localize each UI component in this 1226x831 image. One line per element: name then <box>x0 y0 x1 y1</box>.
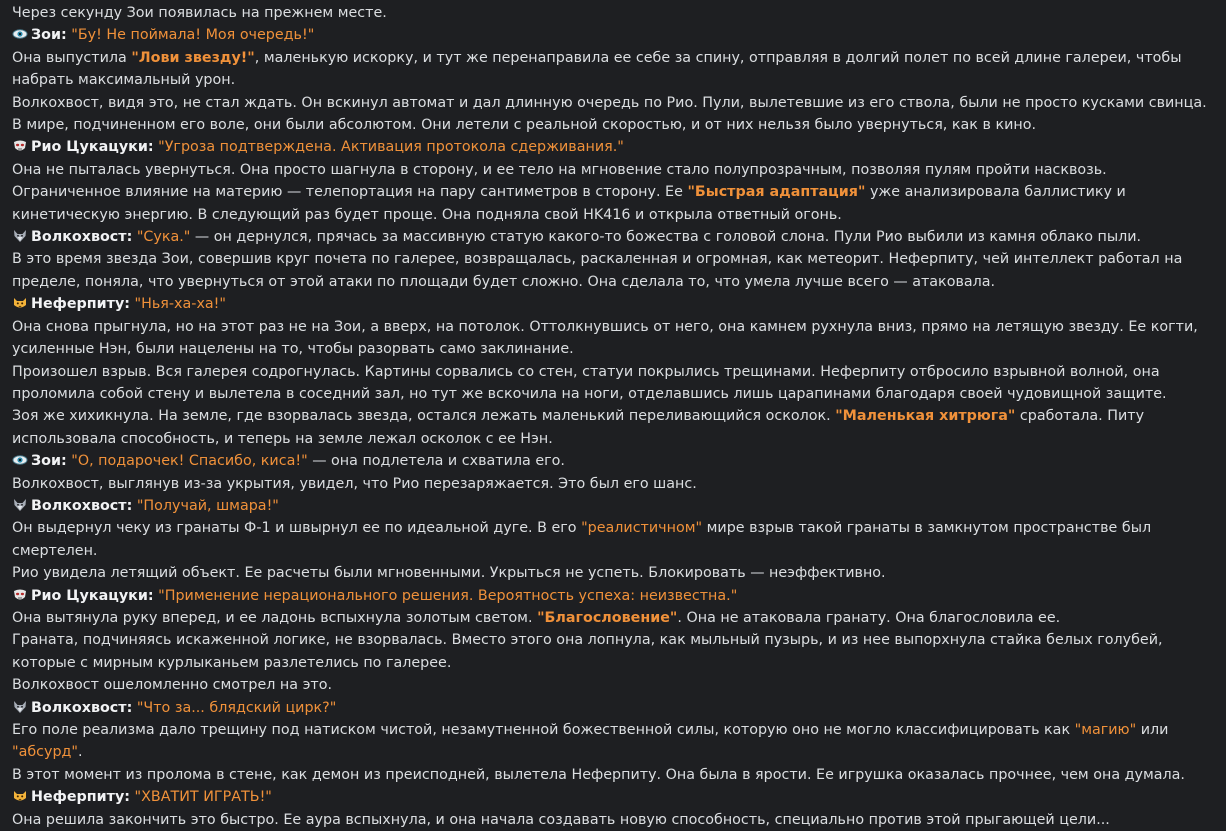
speaker-name: Волкохвост: <box>31 497 133 514</box>
wolf-icon <box>12 498 28 512</box>
speaker-name: Волкохвост: <box>31 229 133 246</box>
quoted-speech: "Применение нерационального решения. Вероятность успеха: неизвестна." <box>158 587 738 604</box>
dialogue-line <box>12 293 1214 315</box>
quoted-speech: "абсурд" <box>12 744 79 761</box>
dialogue-line <box>12 450 1214 472</box>
wolf-icon <box>12 229 28 243</box>
text-span: Она решила закончить это быстро. Ее аура вспыхнула, и она начала создавать новую способность, специально против этой прыгающей цели... <box>12 811 1110 828</box>
narration-line <box>12 809 1214 831</box>
dialogue-line <box>12 585 1214 607</box>
narration-line <box>12 159 1214 226</box>
quoted-speech: "ХВАТИТ ИГРАТЬ!" <box>134 789 272 806</box>
text-span: . Она не атаковала гранату. Она благословила ее. <box>677 609 1061 626</box>
eye-icon <box>12 453 28 467</box>
ability-name: "Быстрая адаптация" <box>687 184 866 201</box>
narration-line <box>12 316 1214 361</box>
text-span: Она снова прыгнула, но на этот раз не на Зои, а вверх, на потолок. Оттолкнувшись от него, она камнем рухнула вниз, прямо на летящую звезду. Ее когти, усиленные Нэн, были нацелены на то, чтобы разорвать само заклинание. <box>12 318 1198 358</box>
text-span: или <box>1136 722 1169 738</box>
speaker-name: Волкохвост: <box>31 699 133 716</box>
dialogue-line <box>12 495 1214 517</box>
text-span: Зоя же хихикнула. На земле, где взорвалась звезда, остался лежать маленький переливающийся осколок. <box>12 408 836 425</box>
mask-icon <box>12 139 28 153</box>
text-span: — она подлетела и схватила его. <box>307 453 565 470</box>
speaker-name: Зои: <box>31 27 67 44</box>
quoted-speech: "Нья-ха-ха!" <box>134 296 226 313</box>
wolf-icon <box>12 700 28 714</box>
text-span: Произошел взрыв. Вся галерея содрогнулась. Картины сорвались со стен, статуи покрылись трещинами. Неферпиту отбросило взрывной волной, она проломила собой стену и вылетела в соседний зал, но тут же вскочила на ноги, отделавшись лишь царапинами благодаря своей чудовищной защите. <box>12 363 1167 402</box>
eye-icon <box>12 27 28 41</box>
narration-line <box>12 719 1214 764</box>
text-span: Волкохвост, видя это, не стал ждать. Он вскинул автомат и дал длинную очередь по Рио. Пули, вылетевшие из его ствола, были не просто кусками свинца. В мире, подчиненном его воле, они были абсолютом. Они летели с реальной скоростью, и от них нельзя было увернуться, как в кино. <box>12 94 1207 134</box>
text-span: Через секунду Зои появилась на прежнем месте. <box>12 5 387 21</box>
text-span: уже анализировала баллистику и кинетическую энергию. В следующий раз будет проще. Она подняла свой HK416 и открыла ответный огонь. <box>12 184 1126 223</box>
quoted-speech: "Бу! Не поймала! Моя очередь!" <box>71 27 315 44</box>
text-span: Волкохвост ошеломленно смотрел на это. <box>12 677 333 694</box>
quoted-speech: "Что за... блядский цирк?" <box>136 699 337 716</box>
mask-icon <box>12 588 28 602</box>
text-span: сработала. Питу использовала способность, и теперь на земле лежал осколок с ее Нэн. <box>12 408 1145 447</box>
text-span: Волкохвост, выглянув из-за укрытия, увидел, что Рио перезаряжается. Это был его шанс. <box>12 475 697 492</box>
narration-line <box>12 248 1214 293</box>
narration-line <box>12 2 1214 24</box>
dialogue-line <box>12 697 1214 719</box>
text-span: Она вытянула руку вперед, и ее ладонь вспыхнула золотым светом. <box>12 609 538 626</box>
narration-line <box>12 473 1214 495</box>
quoted-speech: "О, подарочек! Спасибо, киса!" <box>71 453 308 470</box>
text-span: Она выпустила <box>12 49 132 66</box>
quoted-speech: "магию" <box>1074 722 1137 738</box>
text-span: Его поле реализма дало трещину под натиском чистой, незамутненной божественной силы, которую оно не могло классифицировать как <box>12 722 1075 738</box>
quoted-speech: "реалистичном" <box>581 520 703 537</box>
cat-icon <box>12 296 28 310</box>
narration-line <box>12 607 1214 629</box>
speaker-name: Неферпиту: <box>31 296 130 313</box>
dialogue-line <box>12 136 1214 158</box>
narration-line <box>12 562 1214 584</box>
narration-line <box>12 47 1214 92</box>
narration-line <box>12 764 1214 786</box>
text-span: — он дернулся, прячась за массивную статую какого-то божества с головой слона. Пули Рио выбили из камня облако пыли. <box>190 229 1142 246</box>
dialogue-line <box>12 24 1214 46</box>
narration-line <box>12 92 1214 137</box>
narration-line <box>12 361 1214 406</box>
cat-icon <box>12 789 28 803</box>
ability-name: "Лови звезду!" <box>131 49 255 66</box>
ability-name: "Благословение" <box>537 609 678 626</box>
narration-line <box>12 517 1214 562</box>
text-span: Он выдернул чеку из гранаты Ф-1 и швырнул ее по идеальной дуге. В его <box>12 520 582 537</box>
narration-line <box>12 405 1214 450</box>
dialogue-line <box>12 786 1214 808</box>
text-span: В этот момент из пролома в стене, как демон из преисподней, вылетела Неферпиту. Она была в ярости. Ее игрушка оказалась прочнее, чем она думала. <box>12 766 1185 783</box>
speaker-name: Неферпиту: <box>31 789 130 806</box>
text-span: В это время звезда Зои, совершив круг почета по галерее, возвращалась, раскаленная и огромная, как метеорит. Неферпиту, чей интеллект работал на пределе, поняла, что увернуться от этой атаки по площади будет сложно. Она сделала то, что умела лучше всего — атаковала. <box>12 251 1183 290</box>
narration-line <box>12 629 1214 674</box>
quoted-speech: "Сука." <box>136 229 191 246</box>
speaker-name: Рио Цукацуки: <box>31 587 154 604</box>
text-span: Она не пыталась увернуться. Она просто шагнула в сторону, и ее тело на мгновение стало полупрозрачным, позволяя пулям пройти насквозь. Ограниченное влияние на материю — телепортация на пару сантиметров в сторону. Ее <box>12 161 1107 201</box>
text-span: , маленькую искорку, и тут же перенаправила ее себе за спину, отправляя в долгий полет по всей длине галереи, чтобы набрать максимальный урон. <box>12 49 1182 89</box>
speaker-name: Зои: <box>31 453 67 470</box>
quoted-speech: "Угроза подтверждена. Активация протокола сдерживания." <box>158 139 624 156</box>
quoted-speech: "Получай, шмара!" <box>136 497 279 514</box>
ability-name: "Маленькая хитрюга" <box>835 408 1016 425</box>
speaker-name: Рио Цукацуки: <box>31 139 154 156</box>
text-span: . <box>78 744 83 761</box>
text-span: мире взрыв такой гранаты в замкнутом пространстве был смертелен. <box>12 520 1152 559</box>
text-span: Граната, подчиняясь искаженной логике, не взорвалась. Вместо этого она лопнула, как мыльный пузырь, и из нее выпорхнула стайка белых голубей, которые с мирным курлыканьем разлетелись по галерее. <box>12 632 1163 671</box>
dialogue-line <box>12 226 1214 248</box>
text-span: Рио увидела летящий объект. Ее расчеты были мгновенными. Укрыться не успеть. Блокировать — неэффективно. <box>12 565 886 582</box>
narration-line <box>12 674 1214 696</box>
